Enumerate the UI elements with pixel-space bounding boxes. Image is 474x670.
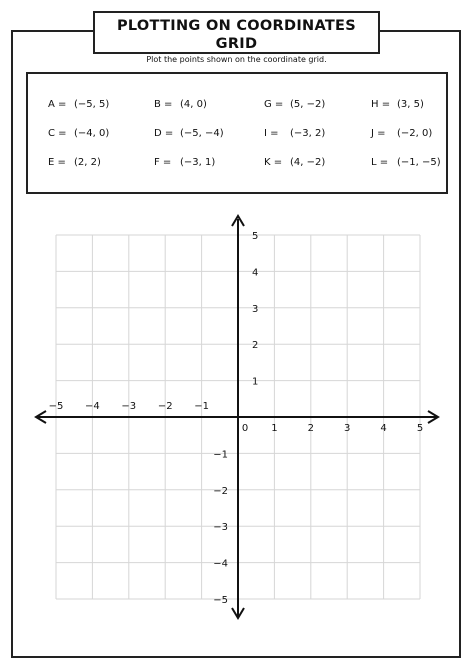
point-label: J = (371, 128, 386, 139)
point-coord: (4, 0) (180, 99, 207, 110)
point-label: B = (154, 99, 173, 110)
point-label: L = (371, 157, 389, 168)
x-tick-label: 2 (307, 423, 314, 434)
point-label: K = (264, 157, 283, 168)
x-tick-label: −3 (121, 401, 137, 412)
point-coord: (−5, 5) (74, 99, 110, 110)
point-coord: (5, −2) (290, 99, 326, 110)
point-label: A = (48, 99, 67, 110)
x-tick-label: 1 (271, 423, 278, 434)
axes (36, 216, 438, 618)
y-tick-label: −2 (213, 485, 228, 497)
y-tick-label: 1 (252, 376, 259, 388)
y-tick-label: 4 (252, 267, 259, 279)
x-tick-label: 5 (416, 423, 424, 434)
worksheet-title: PLOTTING ON COORDINATES GRID (116, 18, 357, 52)
y-tick-label: −1 (213, 449, 228, 461)
point-label: D = (154, 128, 174, 139)
x-tick-label: −5 (48, 401, 64, 412)
point-label: C = (48, 128, 67, 139)
x-tick-label: −2 (157, 401, 173, 412)
x-tick-label: −1 (194, 401, 209, 412)
point-coord: (2, 2) (74, 157, 101, 168)
y-tick-label: 3 (252, 303, 259, 315)
point-label: E = (48, 157, 66, 168)
point-label: G = (264, 99, 284, 110)
y-axis-labels (213, 231, 258, 606)
x-tick-label: 4 (380, 423, 387, 434)
x-tick-label: 3 (344, 423, 351, 434)
y-tick-label: 5 (252, 231, 259, 242)
x-tick-label: 0 (241, 423, 249, 434)
point-coord: (−4, 0) (74, 128, 110, 139)
point-coord: (−2, 0) (397, 128, 433, 139)
y-tick-label: −4 (213, 558, 228, 570)
point-label: H = (371, 99, 391, 110)
point-coord: (4, −2) (290, 157, 326, 168)
point-label: I = (264, 128, 279, 139)
title-box (93, 11, 380, 64)
point-coord: (−3, 1) (180, 157, 216, 168)
y-tick-label: −5 (213, 595, 228, 606)
y-tick-label: −3 (213, 522, 228, 534)
point-coord: (3, 5) (397, 99, 424, 110)
point-coord: (−1, −5) (397, 157, 441, 168)
worksheet-instruction: Plot the points shown on the coordinate grid. (146, 55, 327, 64)
y-tick-label: 2 (252, 340, 259, 352)
point-coord: (−3, 2) (290, 128, 326, 139)
x-tick-label: −4 (85, 401, 100, 412)
point-label: F = (154, 157, 172, 168)
point-coord: (−5, −4) (180, 128, 224, 139)
